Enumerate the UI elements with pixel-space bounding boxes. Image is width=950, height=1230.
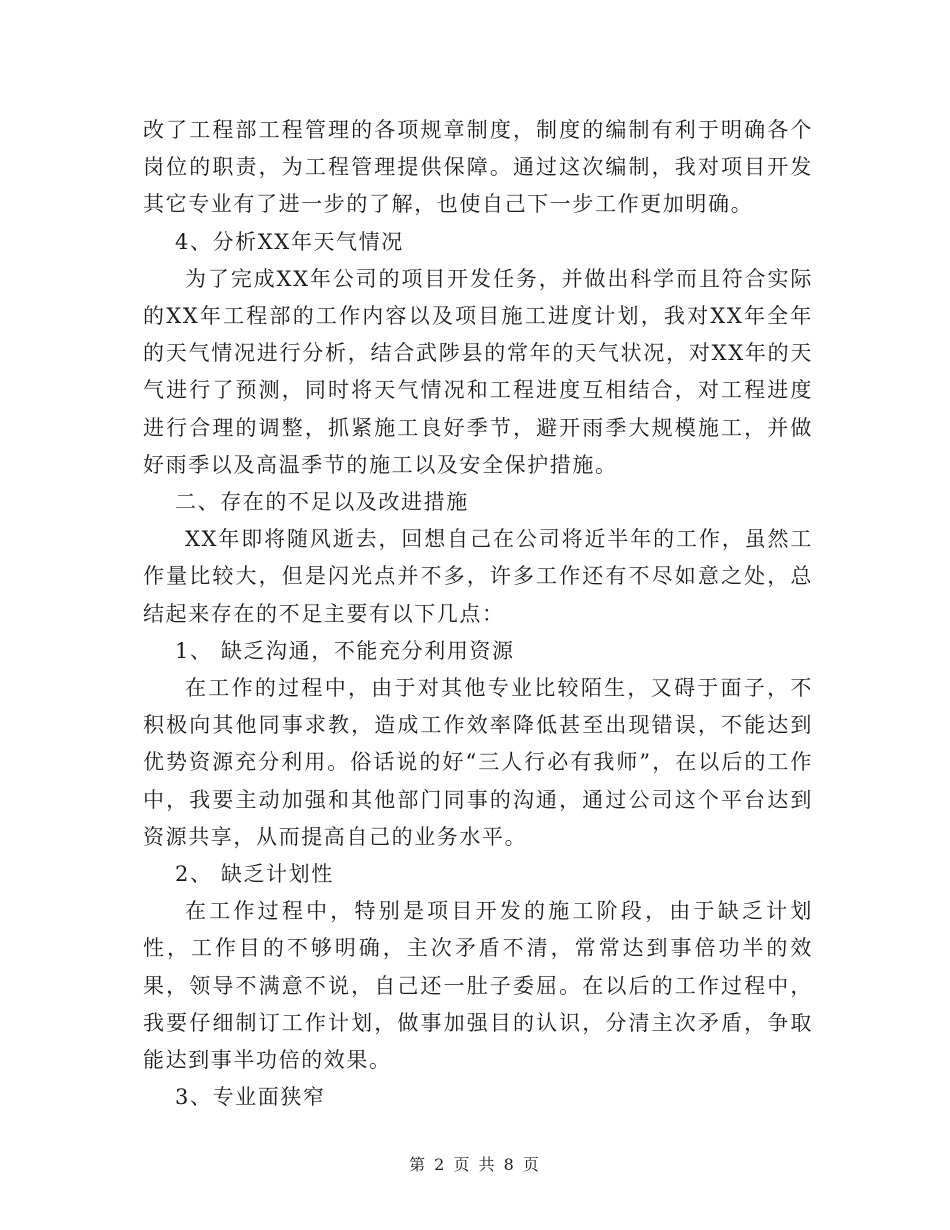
heading-narrow-expertise: 3、专业面狭窄 (175, 1085, 326, 1110)
document-body (143, 112, 813, 1116)
heading-weather-analysis: 4、分析XX年天气情况 (175, 229, 404, 254)
heading-lack-communication: 1、 缺乏沟通，不能充分利用资源 (175, 638, 515, 663)
heading-shortcomings: 二、存在的不足以及改进措施 (175, 490, 469, 515)
heading-lack-planning: 2、 缺乏计划性 (175, 862, 334, 887)
page-number-footer: 第 2 页 共 8 页 (409, 1155, 541, 1174)
paragraph-weather-analysis: 为了完成XX年公司的项目开发任务，并做出科学而且符合实际的XX年工程部的工作内容以及项目施工进度计划，我对XX年全年的天气情况进行分析，结合武陟县的常年的天气状况，对XX年的天气进行了预测，同时将天气情况和工程进度互相结合，对工程进度进行合理的调整，抓紧施工良好季节，避开雨季大规模施工，并做好雨季以及高温季节的施工以及安全保护措施。 (143, 266, 813, 477)
paragraph-lack-planning: 在工作过程中，特别是项目开发的施工阶段，由于缺乏计划性，工作目的不够明确，主次矛盾不清，常常达到事倍功半的效果，领导不满意不说，自己还一肚子委屈。在以后的工作过程中，我要仔细制订工作计划，做事加强目的认识，分清主次矛盾，争取能达到事半功倍的效果。 (143, 899, 813, 1073)
paragraph-engineering-rules: 改了工程部工程管理的各项规章制度，制度的编制有利于明确各个岗位的职责，为工程管理提供保障。通过这次编制，我对项目开发其它专业有了进一步的了解，也使自己下一步工作更加明确。 (143, 118, 813, 217)
paragraph-lack-communication: 在工作的过程中，由于对其他专业比较陌生，又碍于面子，不积极向其他同事求教，造成工作效率降低甚至出现错误，不能达到优势资源充分利用。俗话说的好“三人行必有我师”，在以后的工作中，我要主动加强和其他部门同事的沟通，通过公司这个平台达到资源共享，从而提高自己的业务水平。 (143, 676, 813, 849)
paragraph-shortcomings-intro: XX年即将随风逝去，回想自己在公司将近半年的工作，虽然工作量比较大，但是闪光点并不多，许多工作还有不尽如意之处，总结起来存在的不足主要有以下几点： (143, 527, 813, 626)
